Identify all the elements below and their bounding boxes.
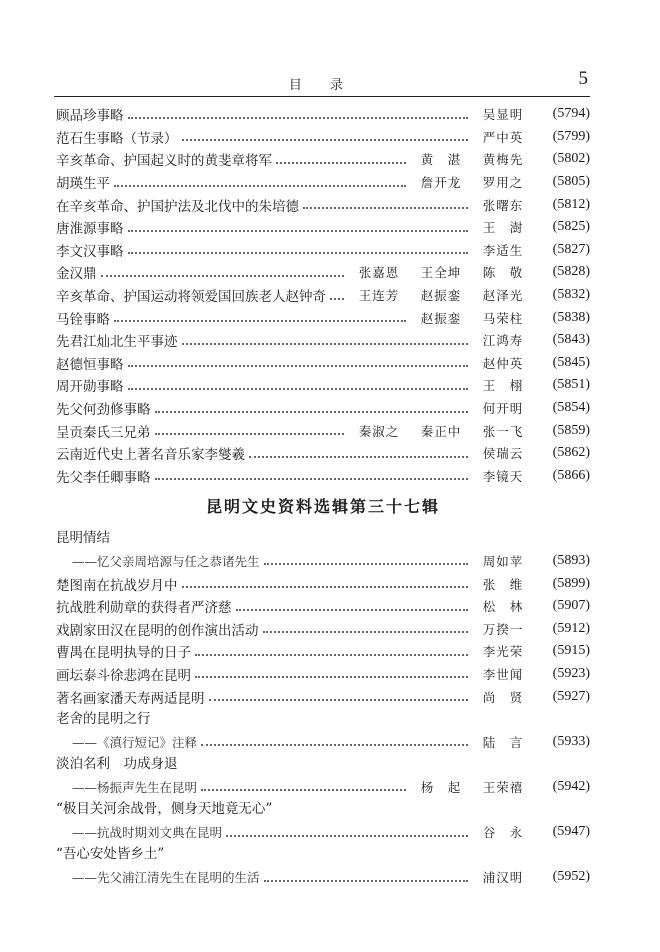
entry-authors — [472, 376, 534, 394]
entry-authors — [410, 173, 534, 191]
entry-title: ——先父浦江清先生在昆明的生活 — [72, 870, 260, 886]
entry-page-number: (5907) — [552, 598, 590, 614]
toc-entry[interactable] — [56, 685, 590, 708]
toc-entry[interactable] — [56, 776, 590, 799]
dot-leader — [303, 206, 468, 209]
entry-author: 王全坤 — [420, 265, 462, 281]
page-number: 5 — [578, 68, 588, 89]
toc-entry[interactable] — [56, 352, 590, 375]
entry-authors — [472, 196, 534, 214]
toc-entry[interactable] — [56, 216, 590, 239]
entry-authors — [348, 263, 534, 281]
toc-entry[interactable] — [56, 306, 590, 329]
entry-page-number: (5802) — [552, 151, 590, 167]
entry-title: 赵德恒事略 — [56, 356, 124, 373]
entry-authors — [472, 642, 534, 660]
entry-authors — [472, 105, 534, 123]
entry-author: 张嘉恩 — [358, 265, 400, 281]
running-header — [54, 66, 590, 97]
dot-leader — [155, 477, 469, 480]
entry-authors — [472, 218, 534, 236]
entry-title: 周开勋事略 — [56, 379, 124, 396]
entry-page-number: (5893) — [552, 552, 590, 568]
entry-authors — [472, 688, 534, 706]
toc-group-b — [56, 572, 590, 708]
dot-leader — [201, 788, 406, 791]
entry-page-number: (5851) — [552, 377, 590, 393]
entry-author: 王荣禧 — [482, 779, 524, 795]
entry-authors — [410, 309, 534, 327]
entry-author: 严中英 — [482, 129, 524, 145]
toc-entry[interactable] — [56, 617, 590, 640]
toc-heading: “极目关河余战骨，侧身天地竟无心” — [56, 801, 273, 818]
entry-title: 曹禺在昆明执导的日子 — [56, 645, 191, 662]
entry-page-number: (5854) — [552, 400, 590, 416]
entry-page-number: (5866) — [552, 467, 590, 483]
entry-authors — [472, 128, 534, 146]
entry-title: 戏剧家田汉在昆明的创作演出活动 — [56, 622, 259, 639]
entry-title: 先君江灿北生平事迹 — [56, 334, 178, 351]
entry-page-number: (5859) — [552, 422, 590, 438]
entry-title: 马铨事略 — [56, 311, 110, 328]
entry-page-number: (5805) — [552, 174, 590, 190]
entry-authors — [472, 665, 534, 683]
dot-leader — [276, 161, 406, 164]
entry-author: 何开明 — [482, 401, 524, 417]
dot-leader — [128, 116, 469, 119]
toc-entry[interactable] — [56, 419, 590, 442]
entry-author: 万揆一 — [482, 621, 524, 637]
entry-title: 金汉鼎 — [56, 266, 97, 283]
toc-entry[interactable] — [56, 193, 590, 216]
entry-page-number: (5942) — [552, 778, 590, 794]
toc-entry[interactable] — [56, 465, 590, 488]
entry-author: 王 澍 — [482, 220, 524, 236]
entry-author: 李镜天 — [482, 468, 524, 484]
toc-entry[interactable] — [56, 148, 590, 171]
toc-entry[interactable] — [56, 284, 590, 307]
entry-authors — [472, 868, 534, 886]
entry-author: 赵振銮 — [420, 288, 462, 304]
entry-author: 陆 言 — [482, 734, 524, 750]
entry-page-number: (5843) — [552, 332, 590, 348]
toc-entry[interactable] — [56, 171, 590, 194]
dot-leader — [264, 562, 468, 565]
entry-author: 尚 贤 — [482, 689, 524, 705]
entry-page-number: (5862) — [552, 445, 590, 461]
entry-authors — [472, 823, 534, 841]
dot-leader — [236, 608, 469, 611]
entry-page-number: (5812) — [552, 196, 590, 212]
dot-leader — [128, 251, 469, 254]
dot-leader — [249, 455, 468, 458]
entry-author: 马荣柱 — [482, 310, 524, 326]
dot-leader — [155, 432, 345, 435]
toc-heading: 老舍的昆明之行 — [56, 710, 151, 727]
entry-author: 王 栩 — [482, 378, 524, 394]
entry-authors — [472, 597, 534, 615]
entry-authors — [472, 354, 534, 372]
entry-page-number: (5828) — [552, 264, 590, 280]
entry-page-number: (5794) — [552, 106, 590, 122]
toc-entry[interactable] — [56, 730, 590, 753]
entry-author: 秦淑之 — [358, 423, 400, 439]
section-title: 昆明文史资料选辑第三十七辑 — [205, 497, 440, 517]
entry-authors — [472, 241, 534, 259]
entry-page-number: (5912) — [552, 620, 590, 636]
toc-entry[interactable] — [56, 239, 590, 262]
entry-page-number: (5838) — [552, 309, 590, 325]
toc-entry[interactable] — [56, 663, 590, 686]
dot-leader — [330, 297, 344, 300]
entry-author: 詹开龙 — [420, 175, 462, 191]
toc-entry[interactable] — [56, 103, 590, 126]
dot-leader — [263, 630, 469, 633]
entry-authors — [472, 575, 534, 593]
entry-title: 唐淮源事略 — [56, 221, 124, 238]
entry-author: 张一飞 — [482, 423, 524, 439]
dot-leader — [128, 387, 469, 390]
toc-heading: 淡泊名利 功成身退 — [56, 756, 178, 773]
entry-page-number: (5827) — [552, 241, 590, 257]
entry-author: 谷 永 — [482, 825, 524, 841]
toc-entry[interactable] — [56, 442, 590, 465]
entry-authors — [472, 467, 534, 485]
entry-author: 吴显明 — [482, 107, 524, 123]
entry-title: ——忆父亲周培源与任之恭诸先生 — [72, 553, 260, 569]
entry-title: 李文汉事略 — [56, 243, 124, 260]
entry-title: 呈贡秦氏三兄弟 — [56, 424, 151, 441]
dot-leader — [195, 653, 468, 656]
toc-entry[interactable] — [56, 126, 590, 149]
entry-author: 李适生 — [482, 242, 524, 258]
entry-authors — [472, 444, 534, 462]
dot-leader — [182, 138, 469, 141]
entry-title: 画坛泰斗徐悲鸿在昆明 — [56, 667, 191, 684]
entry-title: 云南近代史上著名音乐家李燮羲 — [56, 447, 245, 464]
entry-title: 胡瑛生平 — [56, 176, 110, 193]
dot-leader — [226, 834, 468, 837]
entry-title: 著名画家潘天寿两适昆明 — [56, 690, 205, 707]
entry-author: 赵振銮 — [420, 310, 462, 326]
entry-title: 顾品珍事略 — [56, 108, 124, 125]
entry-author: 陈 敬 — [482, 265, 524, 281]
entry-page-number: (5832) — [552, 287, 590, 303]
dot-leader — [114, 184, 406, 187]
table-of-contents — [56, 103, 590, 889]
entry-page-number: (5899) — [552, 575, 590, 591]
dot-leader — [195, 675, 468, 678]
entry-author: 张曙东 — [482, 197, 524, 213]
entry-title: 抗战胜利勋章的获得者严济慈 — [56, 600, 232, 617]
entry-page-number: (5845) — [552, 354, 590, 370]
entry-page-number: (5933) — [552, 733, 590, 749]
entry-author: 周如苹 — [482, 553, 524, 569]
entry-author: 李光荣 — [482, 644, 524, 660]
entry-author: 秦正中 — [420, 423, 462, 439]
entry-title: 在辛亥革命、护国护法及北伐中的朱培德 — [56, 198, 299, 215]
entry-title: 先父何劲修事略 — [56, 402, 151, 419]
toc-entry[interactable] — [56, 261, 590, 284]
dot-leader — [182, 342, 469, 345]
toc-entry[interactable] — [56, 374, 590, 397]
entry-title: 楚图南在抗战岁月中 — [56, 577, 178, 594]
entry-page-number: (5927) — [552, 688, 590, 704]
dot-leader — [209, 698, 469, 701]
entry-author: 黄 湛 — [420, 152, 462, 168]
toc-entry[interactable] — [56, 397, 590, 420]
entry-authors — [348, 286, 534, 304]
entry-author: 杨 起 — [420, 779, 462, 795]
dot-leader — [155, 410, 469, 413]
entry-author: 李世闻 — [482, 666, 524, 682]
entry-author: 张 维 — [482, 576, 524, 592]
entry-title: 先父李任卿事略 — [56, 469, 151, 486]
toc-entry[interactable] — [56, 329, 590, 352]
entry-title: 辛亥革命、护国运动将领爱国回族老人赵钟奇 — [56, 289, 326, 306]
toc-heading: “吾心安处皆乡土” — [56, 846, 165, 863]
entry-author: 浦汉明 — [482, 870, 524, 886]
entry-page-number: (5923) — [552, 665, 590, 681]
toc-entry[interactable] — [56, 821, 590, 844]
entry-author: 赵仲英 — [482, 355, 524, 371]
entry-author: 罗用之 — [482, 175, 524, 191]
entry-authors — [472, 399, 534, 417]
entry-author: 江鸿寿 — [482, 333, 524, 349]
dot-leader — [114, 319, 406, 322]
entry-page-number: (5947) — [552, 824, 590, 840]
entry-page-number: (5915) — [552, 643, 590, 659]
toc-entry[interactable] — [56, 866, 590, 889]
dot-leader — [182, 585, 469, 588]
entry-authors — [472, 552, 534, 570]
entry-author: 侯瑞云 — [482, 446, 524, 462]
toc-entry[interactable] — [56, 640, 590, 663]
toc-heading: 昆明情结 — [56, 530, 110, 547]
toc-entry[interactable] — [56, 572, 590, 595]
entry-title: 辛亥革命、护国起义时的黄斐章将军 — [56, 153, 272, 170]
toc-entry[interactable] — [56, 595, 590, 618]
entry-author: 王连芳 — [358, 288, 400, 304]
entry-title: ——抗战时期刘文典在昆明 — [72, 825, 223, 841]
entry-author: 松 林 — [482, 599, 524, 615]
entry-authors — [410, 150, 534, 168]
entry-authors — [348, 422, 534, 440]
dot-leader — [128, 364, 469, 367]
dot-leader — [201, 743, 468, 746]
entry-title: 范石生事略（节录） — [56, 130, 178, 147]
entry-authors — [472, 733, 534, 751]
header-title: 目 录 — [288, 78, 356, 93]
dot-leader — [264, 879, 468, 882]
dot-leader — [101, 274, 345, 277]
toc-entry[interactable] — [56, 550, 590, 573]
entry-author: 赵泽光 — [482, 288, 524, 304]
entry-page-number: (5952) — [552, 869, 590, 885]
entry-authors — [410, 778, 534, 796]
entry-authors — [472, 620, 534, 638]
dot-leader — [128, 229, 469, 232]
entry-authors — [472, 331, 534, 349]
entry-page-number: (5799) — [552, 128, 590, 144]
entry-author: 黄梅先 — [482, 152, 524, 168]
entry-title: ——《滇行短记》注释 — [72, 734, 198, 750]
toc-group-a — [56, 103, 590, 487]
entry-page-number: (5825) — [552, 219, 590, 235]
entry-title: ——杨振声先生在昆明 — [72, 779, 198, 795]
